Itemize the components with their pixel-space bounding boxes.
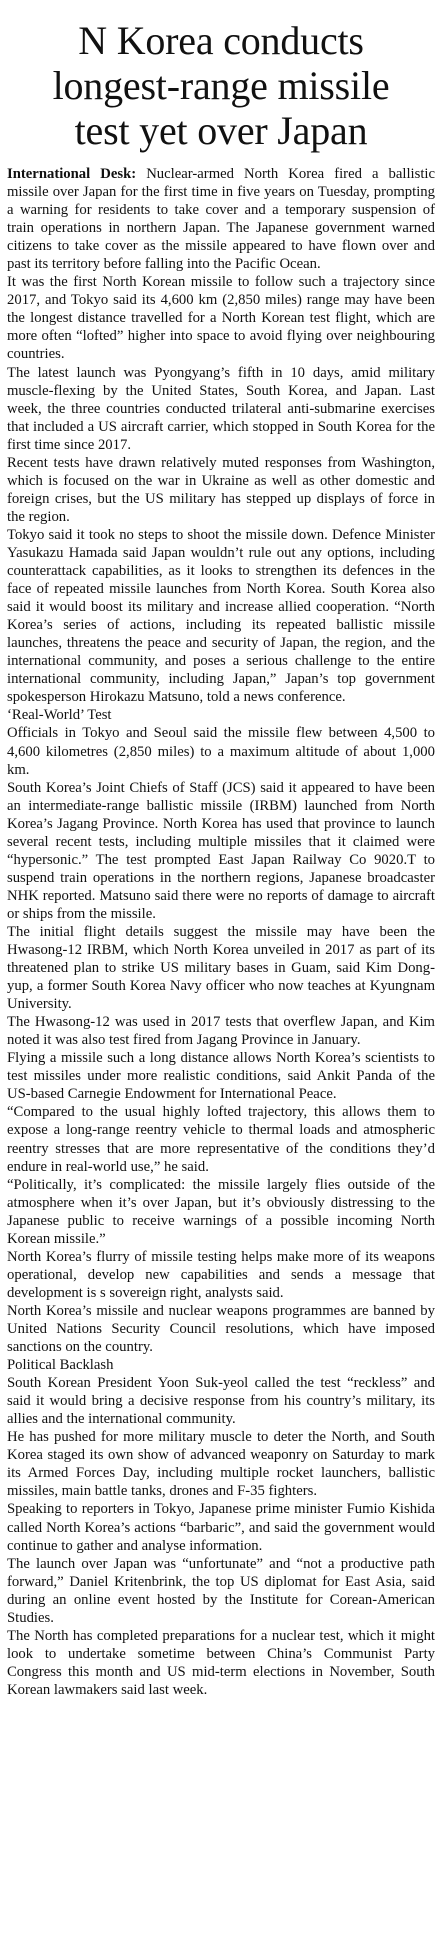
paragraph: South Korean President Yoon Suk-yeol called the test “reckless” and said it would bring a decisive response from his country’s military, its allies and the international community. bbox=[7, 1375, 435, 1428]
lead-text: Nuclear-armed North Korea fired a ballistic missile over Japan for the first time in five years on Tuesday, prompting a warning for residents to take cover and a temporary suspension of train operations in northern Japan. The Japanese government warned citizens to take cover as the missile appeared to have flown over and past its territory before falling into the Pacific Ocean. bbox=[7, 166, 436, 273]
paragraph: The latest launch was Pyongyang’s fifth in 10 days, amid military muscle-flexing by the United States, South Korea, and Japan. Last week, the three countries conducted trilateral anti-submarine exercises that included a US aircraft carrier, which stopped in South Korea for the first time since 2017. bbox=[7, 364, 435, 453]
paragraph: Speaking to reporters in Tokyo, Japanese prime minister Fumio Kishida called North Korea’s actions “barbaric”, and said the government would continue to gather and analyse information. bbox=[7, 1501, 435, 1554]
paragraph: The launch over Japan was “unfortunate” and “not a productive path forward,” Daniel Kritenbrink, the top US diplomat for East Asia, said during an online event hosted by the Institute for Corean-American Studies. bbox=[7, 1555, 435, 1626]
paragraph: The initial flight details suggest the missile may have been the Hwasong-12 IRBM, which North Korea unveiled in 2017 as part of its threatened plan to strike US military bases in Guam, said Kim Dong-yup, a former South Korea Navy officer who now teaches at Kyungnam University. bbox=[7, 923, 435, 1013]
paragraph: He has pushed for more military muscle to deter the North, and South Korea staged its own show of advanced weaponry on Saturday to mark its Armed Forces Day, including multiple rocket launchers, ballistic missiles, main battle tanks, drones and F-35 fighters. bbox=[7, 1429, 435, 1500]
paragraph: Flying a missile such a long distance allows North Korea’s scientists to test missiles under more realistic conditions, said Ankit Panda of the US-based Carnegie Endowment for International Peace. bbox=[7, 1050, 435, 1103]
paragraph: “Politically, it’s complicated: the missile largely flies outside of the atmosphere when it’s over Japan, but it’s obviously distressing to the Japanese public to receive warnings of a possible incoming North Korean missile.” bbox=[7, 1176, 435, 1247]
article-body bbox=[7, 165, 435, 1699]
paragraph-lead bbox=[7, 165, 435, 273]
headline-line-1: N Korea conducts bbox=[78, 18, 364, 63]
paragraph: “Compared to the usual highly lofted trajectory, this allows them to expose a long-range reentry vehicle to thermal loads and atmospheric reentry stresses that are more representative of the conditions they’d endure in real-world use,” he said. bbox=[7, 1104, 435, 1175]
headline-line-2: longest-range missile bbox=[52, 63, 390, 108]
paragraph: Tokyo said it took no steps to shoot the missile down. Defence Minister Yasukazu Hamada said Japan wouldn’t rule out any options, including counterattack capabilities, as it looks to strengthen its defences in the face of repeated missile launches from North Korea. South Korea also said it would boost its military and increase allied cooperation. “North Korea’s series of actions, including its repeated ballistic missile launches, threatens the peace and security of Japan, the region, and the international community, and poses a serious challenge to the entire international community, including Japan,” Japan’s top government spokesperson Hirokazu Matsuno, told a news conference. bbox=[7, 526, 435, 706]
subheading-political-backlash: Political Backlash bbox=[7, 1357, 114, 1374]
subheading-real-world-test: ‘Real-World’ Test bbox=[7, 707, 112, 724]
headline-line-3: test yet over Japan bbox=[74, 108, 368, 153]
paragraph: It was the first North Korean missile to follow such a trajectory since 2017, and Tokyo said its 4,600 km (2,850 miles) range may have been the longest distance travelled for a North Korean test flight, which are more often “lofted” higher into space to avoid flying over neighbouring countries. bbox=[7, 274, 435, 363]
paragraph: Officials in Tokyo and Seoul said the missile flew between 4,500 to 4,600 kilometres (2,850 miles) to a maximum altitude of about 1,000 km. bbox=[7, 725, 435, 778]
dateline: International Desk: bbox=[7, 166, 137, 182]
paragraph: The North has completed preparations for a nuclear test, which it might look to undertake sometime between China’s Communist Party Congress this month and US mid-term elections in November, South Korean lawmakers said last week. bbox=[7, 1627, 435, 1698]
paragraph: North Korea’s flurry of missile testing helps make more of its weapons operational, develop new capabilities and sends a message that development is s sovereign right, analysts said. bbox=[7, 1248, 435, 1301]
paragraph: South Korea’s Joint Chiefs of Staff (JCS) said it appeared to have been an intermediate-range ballistic missile (IRBM) launched from North Korea’s Jagang Province. North Korea has used that province to launch several recent tests, including multiple missiles that it claimed were “hypersonic.” The test prompted East Japan Railway Co 9020.T to suspend train operations in the northern regions, Japanese broadcaster NHK reported. Matsuno said there were no reports of damage to aircraft or ships from the missile. bbox=[7, 779, 435, 922]
paragraph: Recent tests have drawn relatively muted responses from Washington, which is focused on the war in Ukraine as well as other domestic and foreign crises, but the US military has stepped up displays of force in the region. bbox=[7, 454, 435, 525]
headline bbox=[7, 18, 435, 153]
paragraph: The Hwasong-12 was used in 2017 tests that overflew Japan, and Kim noted it was also test fired from Jagang Province in January. bbox=[7, 1014, 435, 1049]
paragraph: North Korea’s missile and nuclear weapons programmes are banned by United Nations Security Council resolutions, which have imposed sanctions on the country. bbox=[7, 1302, 435, 1356]
